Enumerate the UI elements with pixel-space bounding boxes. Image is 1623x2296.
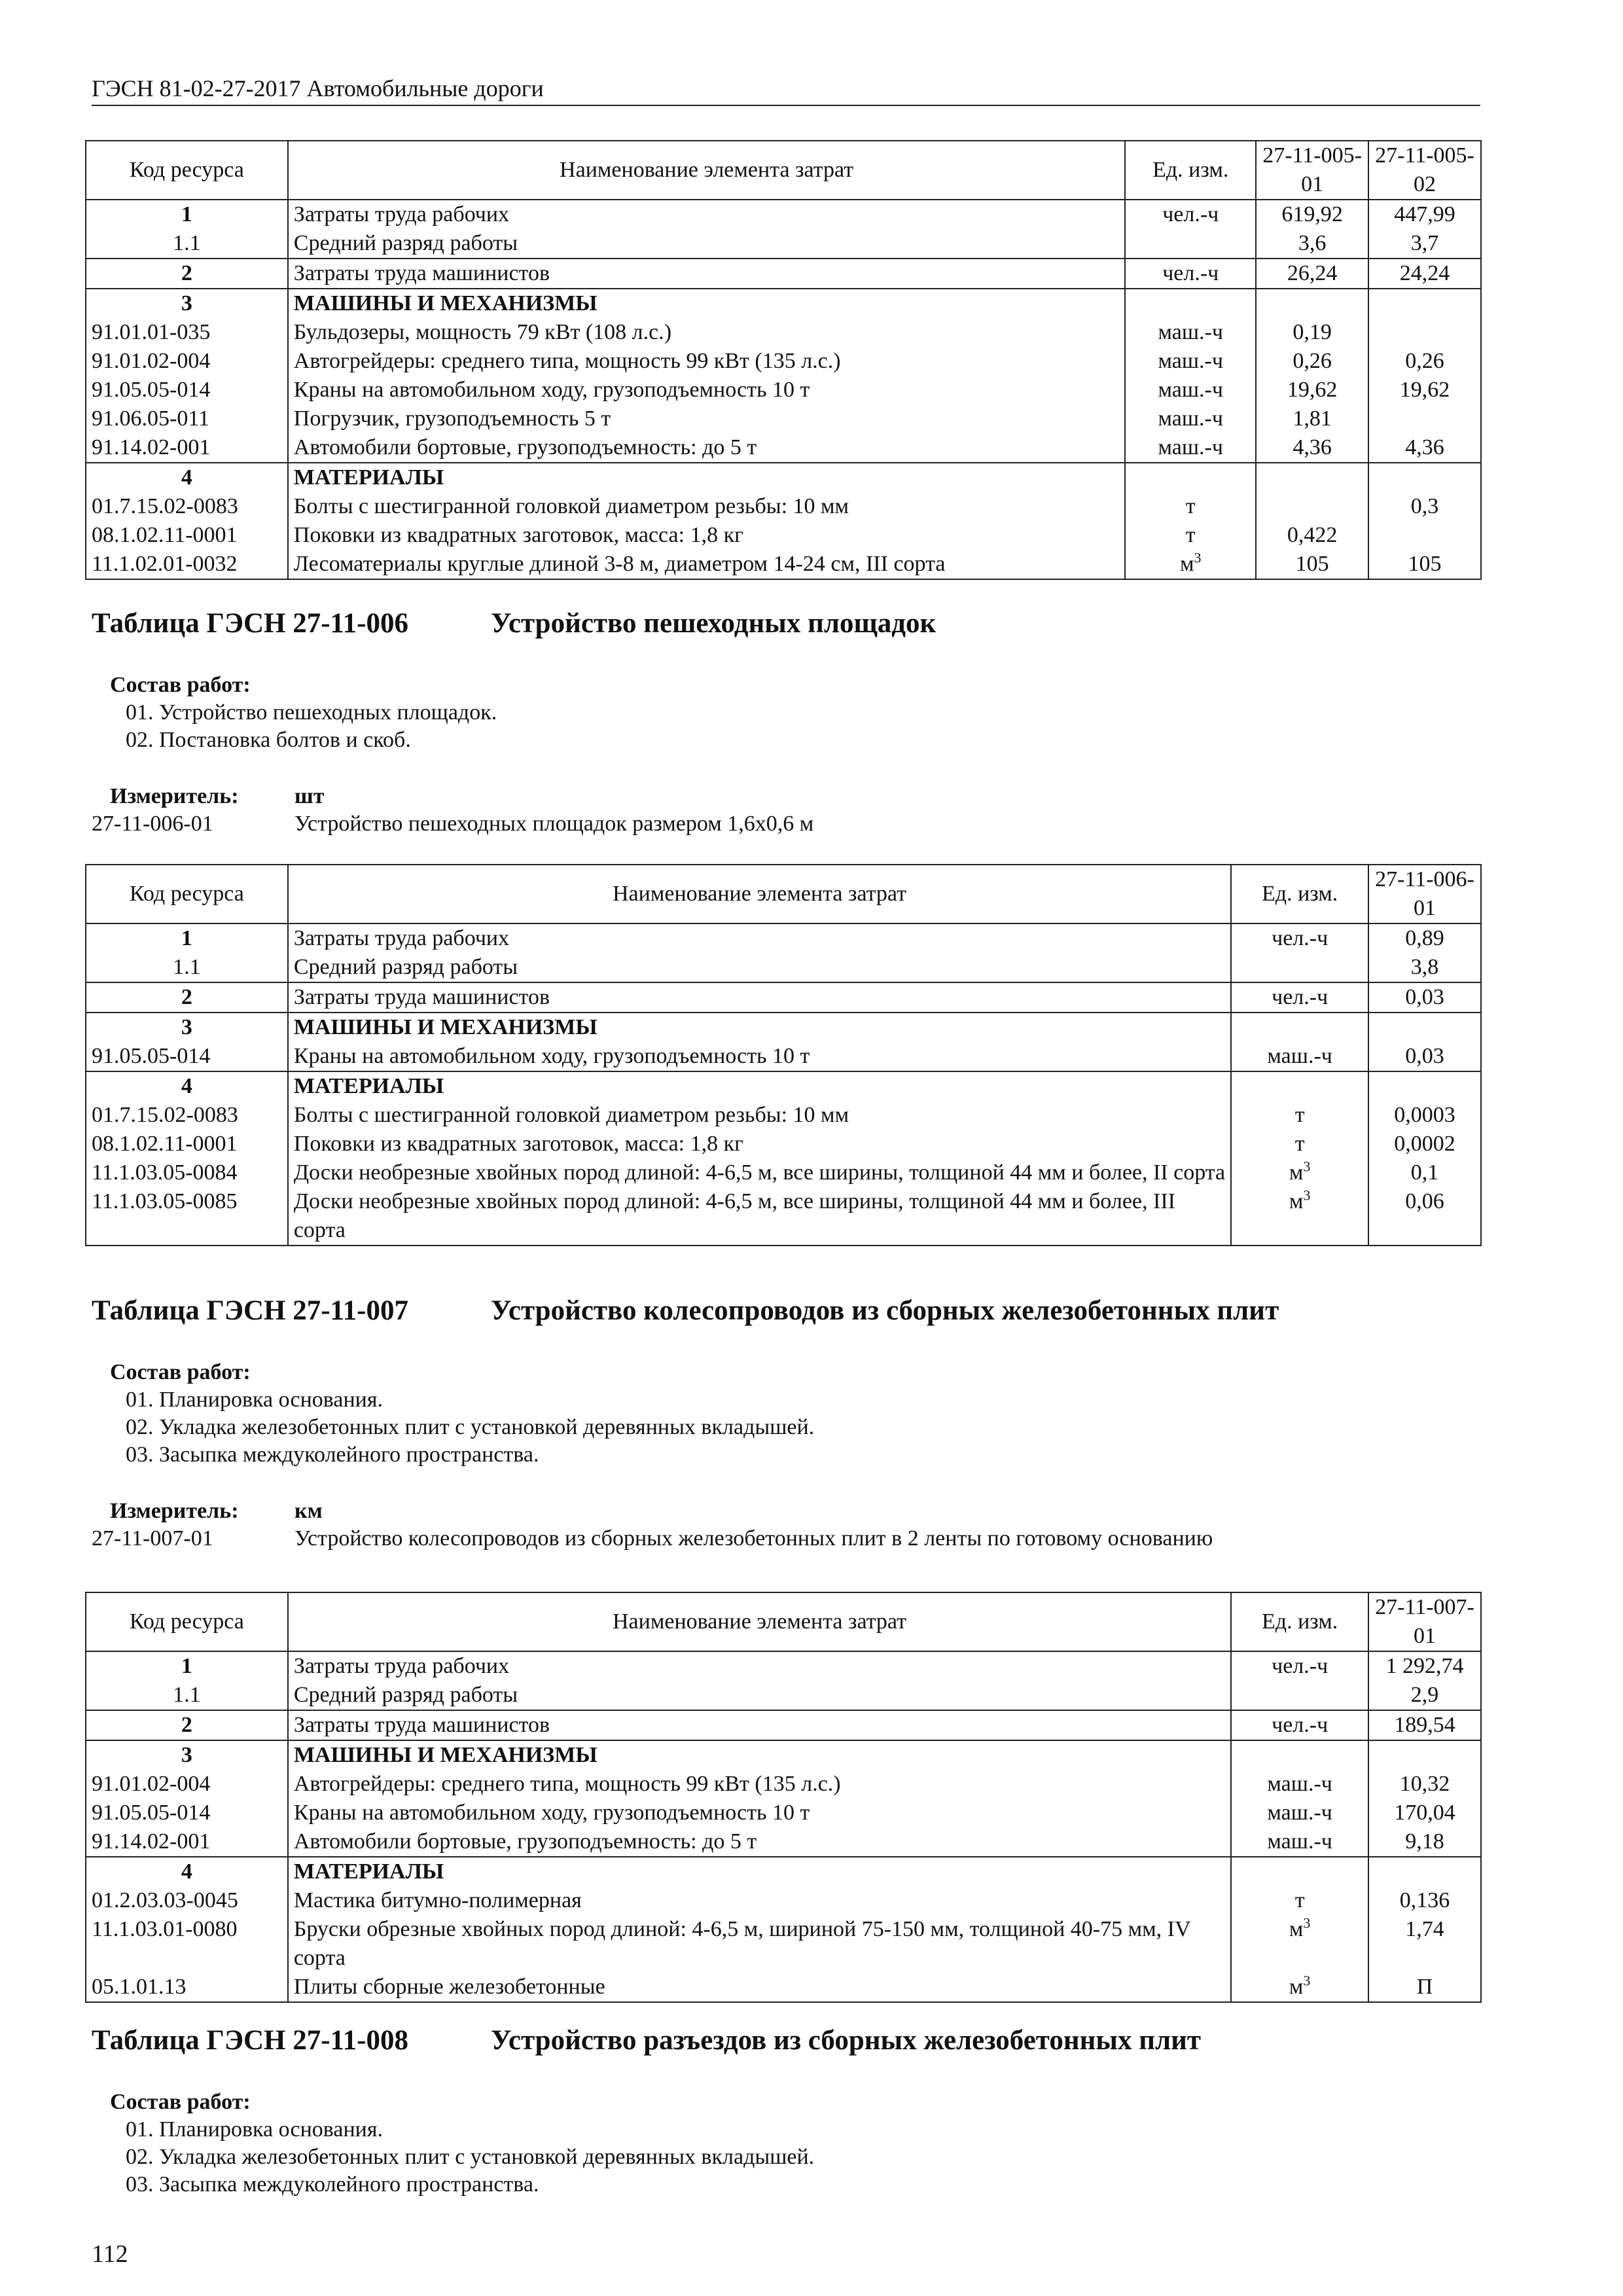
works-item: 02. Укладка железобетонных плит с установкой деревянных вкладышей.	[126, 2145, 815, 2169]
cell-code: 91.06.05-011	[86, 404, 288, 433]
cell-value	[1368, 1740, 1481, 1770]
col-header-code: Код ресурса	[86, 1592, 288, 1651]
table-row	[86, 200, 1481, 229]
cell-name: Автогрейдеры: среднего типа, мощность 99 кВт (135 л.с.)	[288, 347, 1126, 376]
cell-unit	[1125, 229, 1256, 259]
cell-code: 2	[86, 982, 288, 1013]
cell-value: 0,89	[1368, 924, 1481, 953]
cell-value	[1368, 318, 1481, 347]
cell-value: 0,136	[1368, 1886, 1481, 1915]
table-27-11-005	[85, 140, 1482, 580]
cell-code: 91.01.02-004	[86, 347, 288, 376]
cell-name: Краны на автомобильном ходу, грузоподъемность 10 т	[288, 1799, 1231, 1827]
cell-value	[1368, 463, 1481, 492]
cell-value: 10,32	[1368, 1770, 1481, 1799]
cell-name: Бульдозеры, мощность 79 кВт (108 л.с.)	[288, 318, 1126, 347]
cell-code: 4	[86, 1857, 288, 1886]
cell-value: 4,36	[1256, 433, 1368, 463]
table-row	[86, 318, 1481, 347]
col-header-norm-2: 27-11-005-02	[1368, 141, 1481, 200]
cell-value: 4,36	[1368, 433, 1481, 463]
cell-value: 0,26	[1256, 347, 1368, 376]
cell-unit: маш.-ч	[1125, 404, 1256, 433]
cell-unit: маш.-ч	[1231, 1827, 1368, 1857]
cell-code: 1	[86, 924, 288, 953]
cell-name: МАТЕРИАЛЫ	[288, 463, 1126, 492]
superscript-3: 3	[1303, 1187, 1311, 1204]
table-row	[86, 1886, 1481, 1915]
cell-value	[1368, 1857, 1481, 1886]
superscript-3: 3	[1303, 1972, 1311, 1989]
item-code: 27-11-006-01	[92, 812, 213, 836]
cell-name: Болты с шестигранной головкой диаметром резьбы: 10 мм	[288, 1101, 1231, 1130]
cell-name: Болты с шестигранной головкой диаметром резьбы: 10 мм	[288, 492, 1126, 521]
table-row	[86, 1158, 1481, 1187]
cell-unit: т	[1231, 1886, 1368, 1915]
cell-name: Средний разряд работы	[288, 1681, 1231, 1710]
cell-code: 11.1.03.05-0084	[86, 1158, 288, 1187]
cell-code: 91.01.01-035	[86, 318, 288, 347]
table-title: Устройство пешеходных площадок	[491, 608, 936, 639]
col-header-unit: Ед. изм.	[1231, 1592, 1368, 1651]
table-row	[86, 1042, 1481, 1071]
cell-unit: чел.-ч	[1125, 200, 1256, 229]
cell-unit: чел.-ч	[1125, 259, 1256, 289]
cell-value	[1368, 1071, 1481, 1101]
item-description: Устройство колесопроводов из сборных железобетонных плит в 2 ленты по готовому основанию	[294, 1526, 1213, 1551]
cell-value	[1256, 463, 1368, 492]
works-item: 01. Устройство пешеходных площадок.	[126, 700, 497, 725]
cell-value	[1368, 289, 1481, 318]
table-006-body	[86, 924, 1481, 1246]
cell-value	[1256, 289, 1368, 318]
col-header-unit: Ед. изм.	[1125, 141, 1256, 200]
works-item: 02. Постановка болтов и скоб.	[126, 728, 411, 752]
cell-code: 11.1.02.01-0032	[86, 550, 288, 579]
col-header-code: Код ресурса	[86, 141, 288, 200]
cell-unit: $м^3$	[1231, 1915, 1368, 1973]
cell-code: 1.1	[86, 1681, 288, 1710]
cell-name: Затраты труда машинистов	[288, 982, 1231, 1013]
table-row	[86, 463, 1481, 492]
table-row	[86, 229, 1481, 259]
cell-value: П	[1368, 1973, 1481, 2002]
cell-value: 105	[1368, 550, 1481, 579]
cell-unit: т	[1125, 492, 1256, 521]
table-row	[86, 521, 1481, 550]
cell-name: Поковки из квадратных заготовок, масса: 1,8 кг	[288, 1130, 1231, 1158]
cell-name: Краны на автомобильном ходу, грузоподъемность 10 т	[288, 376, 1126, 404]
works-item: 01. Планировка основания.	[126, 2117, 383, 2142]
cell-unit	[1125, 463, 1256, 492]
meter-label: Измеритель:	[110, 1499, 239, 1523]
col-header-unit: Ед. изм.	[1231, 865, 1368, 924]
cell-value: 1,74	[1368, 1915, 1481, 1973]
table-27-11-006	[85, 864, 1482, 1246]
superscript-3: 3	[1303, 1914, 1311, 1931]
cell-name: Затраты труда рабочих	[288, 1651, 1231, 1681]
cell-unit: чел.-ч	[1231, 924, 1368, 953]
table-label: Таблица ГЭСН 27-11-006	[92, 608, 409, 639]
table-row	[86, 1101, 1481, 1130]
cell-unit: $м^3$	[1231, 1158, 1368, 1187]
table-row	[86, 550, 1481, 579]
cell-unit: т	[1231, 1101, 1368, 1130]
cell-code: 3	[86, 1013, 288, 1042]
cell-value: 0,422	[1256, 521, 1368, 550]
cell-unit	[1231, 1681, 1368, 1710]
cell-value: 19,62	[1368, 376, 1481, 404]
cell-unit: т	[1125, 521, 1256, 550]
cell-value: 170,04	[1368, 1799, 1481, 1827]
cell-unit: $м^3$	[1231, 1187, 1368, 1246]
table-row	[86, 1740, 1481, 1770]
cell-code: 91.05.05-014	[86, 1799, 288, 1827]
cell-unit: $м^3$	[1125, 550, 1256, 579]
item-code: 27-11-007-01	[92, 1526, 213, 1551]
cell-value: 0,3	[1368, 492, 1481, 521]
table-row	[86, 492, 1481, 521]
cell-value: 105	[1256, 550, 1368, 579]
table-title: Устройство разъездов из сборных железобетонных плит	[491, 2025, 1202, 2056]
cell-name: Доски необрезные хвойных пород длиной: 4-6,5 м, все ширины, толщиной 44 мм и более, II сорта	[288, 1158, 1231, 1187]
cell-code: 91.05.05-014	[86, 1042, 288, 1071]
cell-unit: маш.-ч	[1231, 1042, 1368, 1071]
cell-code: 01.7.15.02-0083	[86, 492, 288, 521]
cell-value: 3,6	[1256, 229, 1368, 259]
cell-code: 91.05.05-014	[86, 376, 288, 404]
works-item: 03. Засыпка междуколейного пространства.	[126, 1443, 539, 1467]
cell-unit: $м^3$	[1231, 1973, 1368, 2002]
section-006-title	[92, 605, 936, 642]
cell-value: 0,06	[1368, 1187, 1481, 1246]
cell-name: МАШИНЫ И МЕХАНИЗМЫ	[288, 1740, 1231, 1770]
cell-code: 2	[86, 259, 288, 289]
table-005-body	[86, 200, 1481, 579]
cell-unit: т	[1231, 1130, 1368, 1158]
table-row	[86, 1827, 1481, 1857]
cell-code: 1.1	[86, 229, 288, 259]
cell-name: Мастика битумно-полимерная	[288, 1886, 1231, 1915]
cell-name: МАШИНЫ И МЕХАНИЗМЫ	[288, 1013, 1231, 1042]
table-row	[86, 924, 1481, 953]
cell-unit: маш.-ч	[1125, 318, 1256, 347]
cell-unit: чел.-ч	[1231, 1710, 1368, 1740]
cell-code: 1.1	[86, 953, 288, 982]
cell-name: Затраты труда рабочих	[288, 200, 1126, 229]
col-header-name: Наименование элемента затрат	[288, 141, 1126, 200]
table-row	[86, 404, 1481, 433]
table-row	[86, 1770, 1481, 1799]
running-header: ГЭСН 81-02-27-2017 Автомобильные дороги	[92, 73, 1480, 106]
cell-name: Бруски обрезные хвойных пород длиной: 4-6,5 м, шириной 75-150 мм, толщиной 40-75 мм, IV сорта	[288, 1915, 1231, 1973]
table-label: Таблица ГЭСН 27-11-008	[92, 2025, 409, 2056]
cell-name: Поковки из квадратных заготовок, масса: 1,8 кг	[288, 521, 1126, 550]
cell-unit	[1231, 1071, 1368, 1101]
cell-code: 4	[86, 1071, 288, 1101]
cell-name: Автогрейдеры: среднего типа, мощность 99 кВт (135 л.с.)	[288, 1770, 1231, 1799]
cell-code: 3	[86, 289, 288, 318]
cell-name: МАТЕРИАЛЫ	[288, 1857, 1231, 1886]
cell-code: 11.1.03.05-0085	[86, 1187, 288, 1246]
cell-code: 1	[86, 1651, 288, 1681]
cell-name: Лесоматериалы круглые длиной 3-8 м, диаметром 14-24 см, III сорта	[288, 550, 1126, 579]
table-row	[86, 1187, 1481, 1246]
table-row	[86, 1130, 1481, 1158]
meter-value: шт	[294, 784, 325, 808]
cell-code: 11.1.03.01-0080	[86, 1915, 288, 1973]
meter-value: км	[294, 1499, 323, 1523]
cell-unit: маш.-ч	[1125, 376, 1256, 404]
cell-unit	[1231, 1740, 1368, 1770]
cell-name: Затраты труда рабочих	[288, 924, 1231, 953]
cell-name: Погрузчик, грузоподъемность 5 т	[288, 404, 1126, 433]
cell-value	[1368, 1013, 1481, 1042]
table-row	[86, 1071, 1481, 1101]
cell-unit	[1231, 1013, 1368, 1042]
table-row	[86, 259, 1481, 289]
cell-value: 0,1	[1368, 1158, 1481, 1187]
cell-name: Затраты труда машинистов	[288, 259, 1126, 289]
cell-unit: маш.-ч	[1125, 347, 1256, 376]
table-row	[86, 1857, 1481, 1886]
cell-code: 1	[86, 200, 288, 229]
cell-name: Автомобили бортовые, грузоподъемность: до 5 т	[288, 1827, 1231, 1857]
section-008-title	[92, 2022, 1201, 2059]
works-item: 03. Засыпка междуколейного пространства.	[126, 2172, 539, 2197]
cell-code: 01.2.03.03-0045	[86, 1886, 288, 1915]
cell-value	[1368, 521, 1481, 550]
cell-name: МАТЕРИАЛЫ	[288, 1071, 1231, 1101]
table-row	[86, 953, 1481, 982]
cell-value	[1368, 404, 1481, 433]
superscript-3: 3	[1303, 1158, 1311, 1175]
cell-value: 3,8	[1368, 953, 1481, 982]
cell-code: 91.14.02-001	[86, 1827, 288, 1857]
page-number: 112	[92, 2240, 128, 2268]
cell-value: 0,26	[1368, 347, 1481, 376]
meter-label: Измеритель:	[110, 784, 239, 808]
cell-value: 26,24	[1256, 259, 1368, 289]
cell-value: 447,99	[1368, 200, 1481, 229]
cell-code: 91.14.02-001	[86, 433, 288, 463]
table-27-11-007	[85, 1592, 1482, 2003]
cell-unit: маш.-ч	[1125, 433, 1256, 463]
cell-code: 08.1.02.11-0001	[86, 1130, 288, 1158]
item-description: Устройство пешеходных площадок размером 1,6х0,6 м	[294, 812, 814, 836]
table-row	[86, 1681, 1481, 1710]
cell-unit: чел.-ч	[1231, 1651, 1368, 1681]
section-007-title	[92, 1293, 1279, 1329]
cell-name: Средний разряд работы	[288, 229, 1126, 259]
col-header-norm-1: 27-11-006-01	[1368, 865, 1481, 924]
cell-name: Средний разряд работы	[288, 953, 1231, 982]
col-header-norm-1: 27-11-005-01	[1256, 141, 1368, 200]
cell-code: 4	[86, 463, 288, 492]
cell-name: Доски необрезные хвойных пород длиной: 4-6,5 м, все ширины, толщиной 44 мм и более, III сорта	[288, 1187, 1231, 1246]
cell-code: 05.1.01.13	[86, 1973, 288, 2002]
cell-value: 9,18	[1368, 1827, 1481, 1857]
cell-name: Автомобили бортовые, грузоподъемность: до 5 т	[288, 433, 1126, 463]
cell-value: 1 292,74	[1368, 1651, 1481, 1681]
cell-code: 08.1.02.11-0001	[86, 521, 288, 550]
col-header-name: Наименование элемента затрат	[288, 865, 1231, 924]
cell-code: 91.01.02-004	[86, 1770, 288, 1799]
table-row	[86, 1013, 1481, 1042]
cell-unit	[1231, 953, 1368, 982]
cell-code: 01.7.15.02-0083	[86, 1101, 288, 1130]
cell-value: 619,92	[1256, 200, 1368, 229]
col-header-code: Код ресурса	[86, 865, 288, 924]
cell-value: 3,7	[1368, 229, 1481, 259]
col-header-norm-1: 27-11-007-01	[1368, 1592, 1481, 1651]
table-row	[86, 347, 1481, 376]
table-row	[86, 376, 1481, 404]
cell-value: 0,03	[1368, 1042, 1481, 1071]
table-label: Таблица ГЭСН 27-11-007	[92, 1295, 409, 1326]
cell-value: 24,24	[1368, 259, 1481, 289]
superscript-3: 3	[1194, 549, 1202, 566]
table-row	[86, 1710, 1481, 1740]
cell-value	[1256, 492, 1368, 521]
works-label: Состав работ:	[110, 1360, 251, 1384]
cell-value: 2,9	[1368, 1681, 1481, 1710]
cell-code: 2	[86, 1710, 288, 1740]
cell-value: 0,0002	[1368, 1130, 1481, 1158]
cell-value: 19,62	[1256, 376, 1368, 404]
cell-code: 3	[86, 1740, 288, 1770]
cell-unit: маш.-ч	[1231, 1799, 1368, 1827]
table-row	[86, 1973, 1481, 2002]
table-row	[86, 433, 1481, 463]
table-row	[86, 289, 1481, 318]
cell-value: 0,0003	[1368, 1101, 1481, 1130]
cell-name: Затраты труда машинистов	[288, 1710, 1231, 1740]
cell-unit	[1231, 1857, 1368, 1886]
table-title: Устройство колесопроводов из сборных железобетонных плит	[491, 1295, 1279, 1326]
cell-unit: маш.-ч	[1231, 1770, 1368, 1799]
works-item: 01. Планировка основания.	[126, 1388, 383, 1412]
works-item: 02. Укладка железобетонных плит с установкой деревянных вкладышей.	[126, 1415, 815, 1439]
cell-value: 0,19	[1256, 318, 1368, 347]
col-header-name: Наименование элемента затрат	[288, 1592, 1231, 1651]
table-007-body	[86, 1651, 1481, 2002]
works-label: Состав работ:	[110, 2090, 251, 2114]
cell-value: 189,54	[1368, 1710, 1481, 1740]
table-row	[86, 1915, 1481, 1973]
table-row	[86, 1799, 1481, 1827]
works-label: Состав работ:	[110, 673, 251, 697]
cell-value: 1,81	[1256, 404, 1368, 433]
cell-name: МАШИНЫ И МЕХАНИЗМЫ	[288, 289, 1126, 318]
cell-name: Краны на автомобильном ходу, грузоподъемность 10 т	[288, 1042, 1231, 1071]
cell-name: Плиты сборные железобетонные	[288, 1973, 1231, 2002]
table-row	[86, 982, 1481, 1013]
cell-unit: чел.-ч	[1231, 982, 1368, 1013]
cell-value: 0,03	[1368, 982, 1481, 1013]
table-row	[86, 1651, 1481, 1681]
cell-unit	[1125, 289, 1256, 318]
